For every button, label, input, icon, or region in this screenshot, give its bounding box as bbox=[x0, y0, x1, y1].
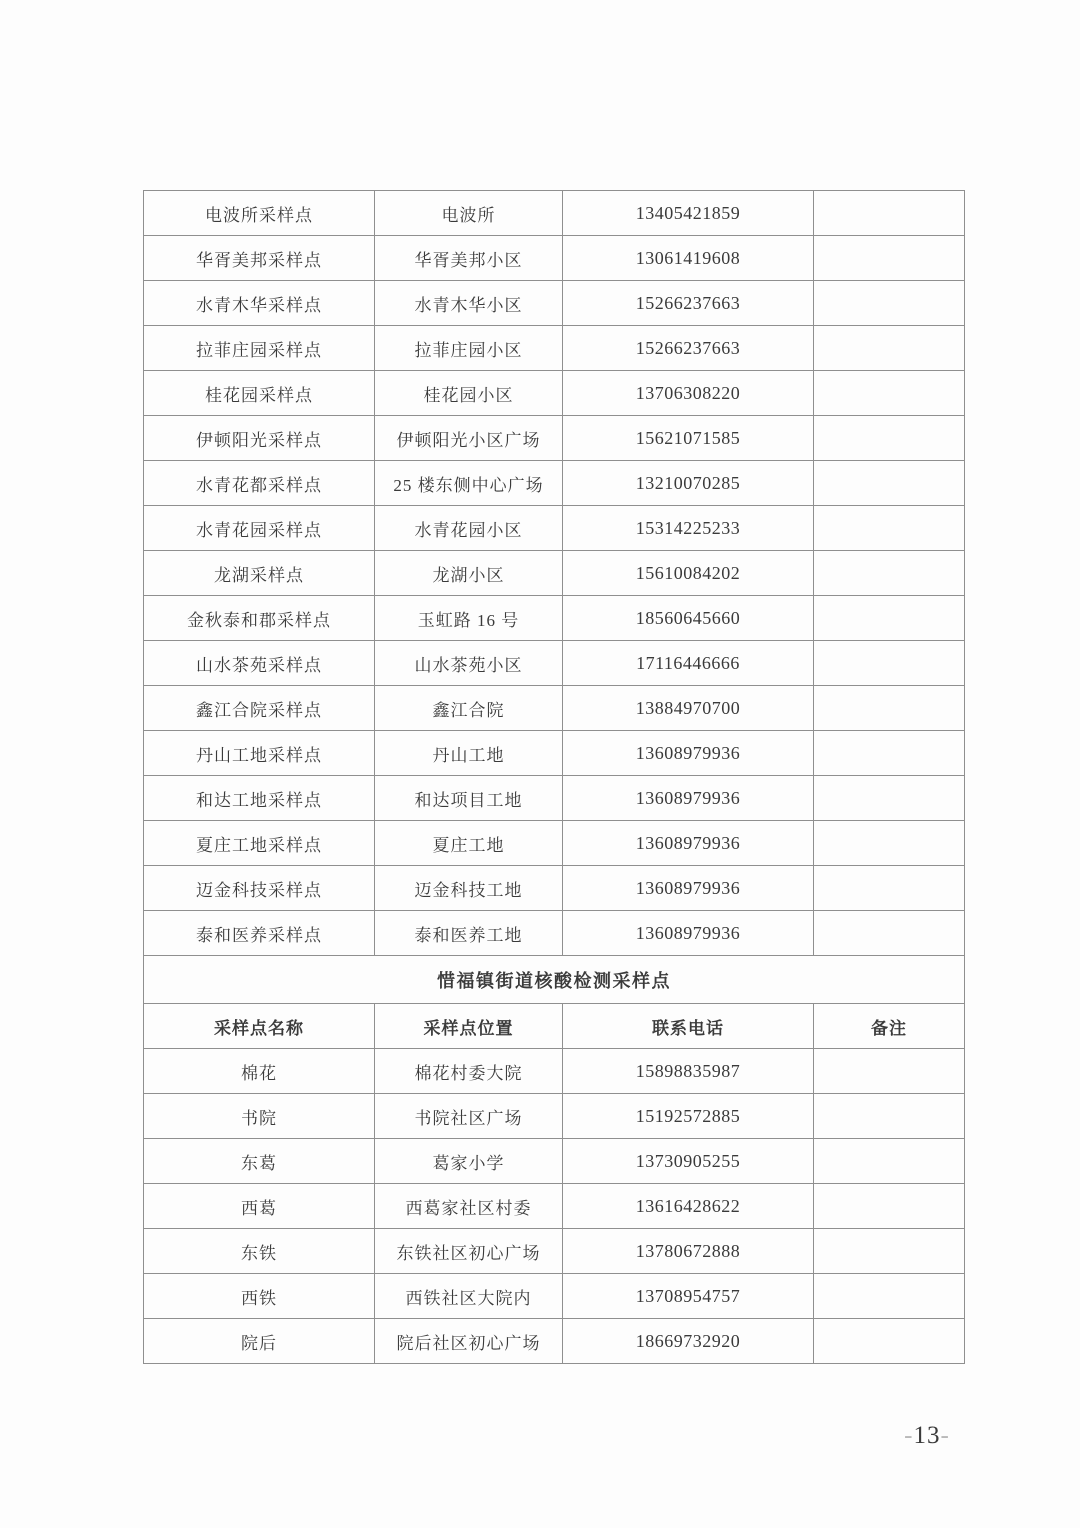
table-row bbox=[144, 1094, 965, 1139]
site-name-cell: 夏庄工地采样点 bbox=[144, 821, 375, 866]
phone-cell: 15898835987 bbox=[563, 1049, 814, 1094]
section-title: 惜福镇街道核酸检测采样点 bbox=[144, 956, 965, 1004]
site-location-cell: 电波所 bbox=[375, 191, 563, 236]
site-location-cell: 西铁社区大院内 bbox=[375, 1274, 563, 1319]
site-location-cell: 西葛家社区村委 bbox=[375, 1184, 563, 1229]
remark-cell bbox=[814, 371, 965, 416]
remark-cell bbox=[814, 326, 965, 371]
remark-cell bbox=[814, 866, 965, 911]
phone-cell: 13780672888 bbox=[563, 1229, 814, 1274]
table-row bbox=[144, 866, 965, 911]
remark-cell bbox=[814, 551, 965, 596]
site-name-cell: 华胥美邦采样点 bbox=[144, 236, 375, 281]
site-name-cell: 棉花 bbox=[144, 1049, 375, 1094]
remark-cell bbox=[814, 776, 965, 821]
site-name-cell: 山水茶苑采样点 bbox=[144, 641, 375, 686]
phone-cell: 13884970700 bbox=[563, 686, 814, 731]
table-row bbox=[144, 596, 965, 641]
page-number-dash-left: - bbox=[904, 1422, 914, 1449]
table-row bbox=[144, 326, 965, 371]
sampling-points-table bbox=[143, 190, 965, 1364]
site-name-cell: 东铁 bbox=[144, 1229, 375, 1274]
site-name-cell: 金秋泰和郡采样点 bbox=[144, 596, 375, 641]
table-row bbox=[144, 1229, 965, 1274]
phone-cell: 13708954757 bbox=[563, 1274, 814, 1319]
site-name-cell: 迈金科技采样点 bbox=[144, 866, 375, 911]
site-location-cell: 水青木华小区 bbox=[375, 281, 563, 326]
site-name-cell: 电波所采样点 bbox=[144, 191, 375, 236]
remark-cell bbox=[814, 506, 965, 551]
phone-cell: 15610084202 bbox=[563, 551, 814, 596]
remark-cell bbox=[814, 461, 965, 506]
phone-cell: 13210070285 bbox=[563, 461, 814, 506]
remark-cell bbox=[814, 596, 965, 641]
table-row bbox=[144, 416, 965, 461]
column-header-remark: 备注 bbox=[814, 1004, 965, 1049]
remark-cell bbox=[814, 416, 965, 461]
column-header-phone: 联系电话 bbox=[563, 1004, 814, 1049]
site-location-cell: 玉虹路 16 号 bbox=[375, 596, 563, 641]
site-name-cell: 东葛 bbox=[144, 1139, 375, 1184]
table-row bbox=[144, 1139, 965, 1184]
site-location-cell: 东铁社区初心广场 bbox=[375, 1229, 563, 1274]
column-header-row bbox=[144, 1004, 965, 1049]
table-row bbox=[144, 911, 965, 956]
remark-cell bbox=[814, 641, 965, 686]
site-location-cell: 25 楼东侧中心广场 bbox=[375, 461, 563, 506]
site-location-cell: 华胥美邦小区 bbox=[375, 236, 563, 281]
site-location-cell: 夏庄工地 bbox=[375, 821, 563, 866]
site-name-cell: 水青花园采样点 bbox=[144, 506, 375, 551]
site-location-cell: 院后社区初心广场 bbox=[375, 1319, 563, 1364]
table-row bbox=[144, 821, 965, 866]
remark-cell bbox=[814, 281, 965, 326]
table-row bbox=[144, 506, 965, 551]
site-name-cell: 桂花园采样点 bbox=[144, 371, 375, 416]
table-row bbox=[144, 1184, 965, 1229]
remark-cell bbox=[814, 686, 965, 731]
site-name-cell: 水青木华采样点 bbox=[144, 281, 375, 326]
site-location-cell: 山水茶苑小区 bbox=[375, 641, 563, 686]
page-number-dash-right: - bbox=[940, 1422, 950, 1449]
site-location-cell: 丹山工地 bbox=[375, 731, 563, 776]
site-location-cell: 和达项目工地 bbox=[375, 776, 563, 821]
phone-cell: 13608979936 bbox=[563, 731, 814, 776]
phone-cell: 13608979936 bbox=[563, 866, 814, 911]
table-row bbox=[144, 551, 965, 596]
site-name-cell: 西铁 bbox=[144, 1274, 375, 1319]
site-location-cell: 龙湖小区 bbox=[375, 551, 563, 596]
site-location-cell: 伊顿阳光小区广场 bbox=[375, 416, 563, 461]
site-location-cell: 书院社区广场 bbox=[375, 1094, 563, 1139]
table-row bbox=[144, 731, 965, 776]
table-row bbox=[144, 1049, 965, 1094]
site-name-cell: 西葛 bbox=[144, 1184, 375, 1229]
column-header-location: 采样点位置 bbox=[375, 1004, 563, 1049]
site-name-cell: 伊顿阳光采样点 bbox=[144, 416, 375, 461]
phone-cell: 15621071585 bbox=[563, 416, 814, 461]
table-row bbox=[144, 1274, 965, 1319]
phone-cell: 15314225233 bbox=[563, 506, 814, 551]
phone-cell: 15266237663 bbox=[563, 281, 814, 326]
remark-cell bbox=[814, 236, 965, 281]
phone-cell: 13608979936 bbox=[563, 821, 814, 866]
site-name-cell: 院后 bbox=[144, 1319, 375, 1364]
section2-rows bbox=[144, 1049, 965, 1364]
table-row bbox=[144, 371, 965, 416]
table-row bbox=[144, 236, 965, 281]
phone-cell: 13616428622 bbox=[563, 1184, 814, 1229]
remark-cell bbox=[814, 1184, 965, 1229]
site-name-cell: 水青花都采样点 bbox=[144, 461, 375, 506]
site-name-cell: 拉菲庄园采样点 bbox=[144, 326, 375, 371]
table-row bbox=[144, 686, 965, 731]
site-name-cell: 泰和医养采样点 bbox=[144, 911, 375, 956]
remark-cell bbox=[814, 1094, 965, 1139]
section-title-row bbox=[144, 956, 965, 1004]
table-row bbox=[144, 281, 965, 326]
phone-cell: 18669732920 bbox=[563, 1319, 814, 1364]
remark-cell bbox=[814, 191, 965, 236]
phone-cell: 15266237663 bbox=[563, 326, 814, 371]
section2-heading bbox=[144, 956, 965, 1049]
phone-cell: 13061419608 bbox=[563, 236, 814, 281]
remark-cell bbox=[814, 911, 965, 956]
table-row bbox=[144, 641, 965, 686]
site-location-cell: 葛家小学 bbox=[375, 1139, 563, 1184]
page-number-value: 13 bbox=[913, 1422, 941, 1449]
site-location-cell: 桂花园小区 bbox=[375, 371, 563, 416]
phone-cell: 13730905255 bbox=[563, 1139, 814, 1184]
phone-cell: 13706308220 bbox=[563, 371, 814, 416]
site-name-cell: 书院 bbox=[144, 1094, 375, 1139]
phone-cell: 13405421859 bbox=[563, 191, 814, 236]
site-name-cell: 丹山工地采样点 bbox=[144, 731, 375, 776]
remark-cell bbox=[814, 1049, 965, 1094]
site-name-cell: 和达工地采样点 bbox=[144, 776, 375, 821]
phone-cell: 18560645660 bbox=[563, 596, 814, 641]
sampling-table-container bbox=[143, 190, 964, 1364]
remark-cell bbox=[814, 821, 965, 866]
phone-cell: 13608979936 bbox=[563, 776, 814, 821]
site-location-cell: 迈金科技工地 bbox=[375, 866, 563, 911]
site-location-cell: 棉花村委大院 bbox=[375, 1049, 563, 1094]
table-row bbox=[144, 461, 965, 506]
page-number bbox=[872, 1422, 982, 1450]
phone-cell: 15192572885 bbox=[563, 1094, 814, 1139]
remark-cell bbox=[814, 731, 965, 776]
phone-cell: 17116446666 bbox=[563, 641, 814, 686]
site-location-cell: 水青花园小区 bbox=[375, 506, 563, 551]
site-name-cell: 鑫江合院采样点 bbox=[144, 686, 375, 731]
phone-cell: 13608979936 bbox=[563, 911, 814, 956]
site-location-cell: 拉菲庄园小区 bbox=[375, 326, 563, 371]
column-header-name: 采样点名称 bbox=[144, 1004, 375, 1049]
table-row bbox=[144, 1319, 965, 1364]
table-row bbox=[144, 776, 965, 821]
section1-rows bbox=[144, 191, 965, 956]
remark-cell bbox=[814, 1139, 965, 1184]
site-location-cell: 泰和医养工地 bbox=[375, 911, 563, 956]
remark-cell bbox=[814, 1319, 965, 1364]
remark-cell bbox=[814, 1274, 965, 1319]
remark-cell bbox=[814, 1229, 965, 1274]
site-name-cell: 龙湖采样点 bbox=[144, 551, 375, 596]
site-location-cell: 鑫江合院 bbox=[375, 686, 563, 731]
table-row bbox=[144, 191, 965, 236]
